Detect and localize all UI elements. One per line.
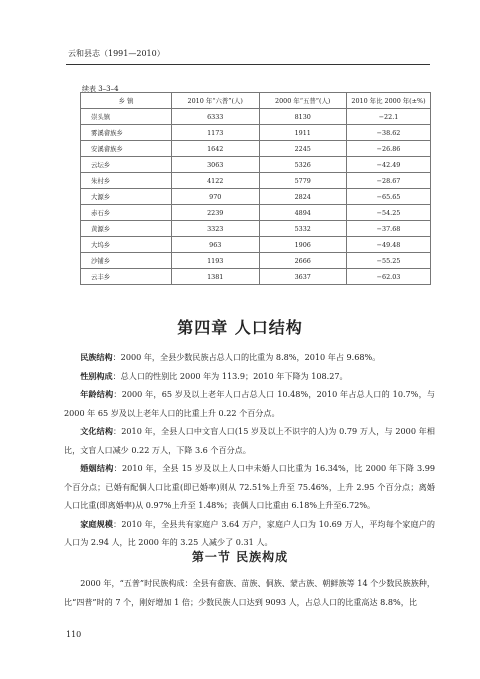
value-cell: −22.1	[347, 109, 431, 125]
township-cell: 朱村乡	[81, 173, 172, 189]
value-cell: 2666	[259, 253, 347, 269]
value-cell: 1193	[172, 253, 260, 269]
table-row	[81, 173, 431, 189]
township-cell: 崇头镇	[81, 109, 172, 125]
value-cell: −65.65	[347, 189, 431, 205]
value-cell: 1911	[259, 125, 347, 141]
value-cell: −55.25	[347, 253, 431, 269]
value-cell: 2824	[259, 189, 347, 205]
chapter-body	[64, 348, 435, 552]
section-title: 第一节 民族构成	[191, 550, 289, 564]
body-paragraph	[64, 385, 435, 422]
paragraph-text: ：2000 年，全县少数民族占总人口的比重为 8.8%，2010 年占 9.68%。	[112, 352, 381, 362]
paragraph-term: 性别构成	[80, 370, 113, 381]
township-cell: 云坛乡	[81, 157, 172, 173]
column-header: 乡 镇	[81, 93, 172, 109]
township-cell: 沙铺乡	[81, 253, 172, 269]
paragraph-term: 婚姻结构	[80, 463, 114, 473]
township-cell: 大源乡	[81, 189, 172, 205]
body-paragraph: 2000 年，“五普”时民族构成：全县有畲族、苗族、侗族、蒙古族、朝鲜族等 14 个少数民族族种，比“四普”时的 7 个，刚好增加 1 倍；少数民族人口达到 9093 人，占总人口的比重高达 8.8%，比	[64, 578, 435, 607]
paragraph-term: 家庭规模	[80, 518, 114, 529]
value-cell: −54.25	[347, 205, 431, 221]
paragraph-term: 文化结构	[80, 426, 114, 436]
value-cell: −42.49	[347, 157, 431, 173]
value-cell: 3637	[259, 269, 347, 285]
table-row	[81, 237, 431, 253]
body-paragraph	[64, 515, 435, 552]
column-header: 2000 年“五普”(人)	[259, 93, 347, 109]
value-cell: 4122	[172, 173, 260, 189]
table-row	[81, 205, 431, 221]
value-cell: 8130	[259, 109, 347, 125]
value-cell: −37.68	[347, 221, 431, 237]
running-header: 云和县志（1991—2010）	[68, 49, 165, 58]
page-number: 110	[66, 630, 82, 639]
value-cell: 963	[172, 237, 260, 253]
value-cell: −62.03	[347, 269, 431, 285]
table-row	[81, 125, 431, 141]
paragraph-term: 民族结构	[80, 352, 113, 362]
value-cell: 4894	[259, 205, 347, 221]
value-cell: 5332	[259, 221, 347, 237]
table-row	[81, 141, 431, 157]
value-cell: 2239	[172, 205, 260, 221]
value-cell: −38.62	[347, 125, 431, 141]
table-row	[81, 221, 431, 237]
value-cell: 970	[172, 189, 260, 205]
table-caption: 续表 3–3–4	[82, 85, 119, 93]
body-paragraph	[64, 367, 435, 386]
value-cell: 6333	[172, 109, 260, 125]
value-cell: 5779	[259, 173, 347, 189]
table-row	[81, 269, 431, 285]
value-cell: −28.67	[347, 173, 431, 189]
table-row	[81, 253, 431, 269]
table-row	[81, 189, 431, 205]
township-cell: 黄源乡	[81, 221, 172, 237]
header-rule	[66, 64, 430, 65]
chapter-title: 第四章 人口结构	[177, 318, 303, 337]
column-header: 2010 年“六普”(人)	[172, 93, 260, 109]
township-cell: 大坞乡	[81, 237, 172, 253]
value-cell: 3323	[172, 221, 260, 237]
table-row	[81, 109, 431, 125]
column-header: 2010 年比 2000 年(±%)	[347, 93, 431, 109]
value-cell: 1642	[172, 141, 260, 157]
township-cell: 雾溪畲族乡	[81, 125, 172, 141]
section-body	[64, 574, 435, 611]
paragraph-text: ：总人口的性别比 2000 年为 113.9；2010 年下降为 108.27。	[112, 370, 348, 381]
value-cell: −49.48	[347, 237, 431, 253]
population-table	[80, 92, 431, 285]
body-paragraph	[64, 459, 435, 515]
value-cell: 1173	[172, 125, 260, 141]
value-cell: 1381	[172, 269, 260, 285]
table-row	[81, 157, 431, 173]
township-cell: 云丰乡	[81, 269, 172, 285]
value-cell: 1906	[259, 237, 347, 253]
table-header-row	[81, 93, 431, 109]
value-cell: −26.86	[347, 141, 431, 157]
value-cell: 5326	[259, 157, 347, 173]
township-cell: 赤石乡	[81, 205, 172, 221]
paragraph-text: ：2010 年，全县人口中文盲人口(15 岁及以上不识字的人)为 0.79 万人，与 2000 年相比，文盲人口减少 0.22 万人，下降 3.6 个百分点。	[64, 426, 435, 455]
township-cell: 安溪畲族乡	[81, 141, 172, 157]
value-cell: 3063	[172, 157, 260, 173]
paragraph-term: 年龄结构	[80, 389, 114, 399]
paragraph-text: ：2010 年，全县 15 岁及以上人口中未婚人口比重为 16.34%，比 2000 年下降 3.99 个百分点；已婚有配偶人口比重(即已婚率)则从 72.51%上升至 75.46%，上升 2.95 个百分点；离婚人口比重(即离婚率)从 0.97%上升至 1.48%；丧偶人口比重由 6.18%上升至6.72%。	[64, 463, 435, 510]
body-paragraph	[64, 422, 435, 459]
paragraph-text: ：2010 年，全县共有家庭户 3.64 万户，家庭户人口为 10.69 万人，平均每个家庭户的人口为 2.94 人，比 2000 年的 3.25 人减少了 0.31 人。	[64, 518, 435, 547]
body-paragraph	[64, 348, 435, 367]
value-cell: 2245	[259, 141, 347, 157]
paragraph-text: ：2000 年，65 岁及以上老年人口占总人口 10.48%，2010 年占总人口的 10.7%，与 2000 年 65 岁及以上老年人口的比重上升 0.22 个百分点。	[64, 389, 435, 418]
table-body	[81, 109, 431, 285]
